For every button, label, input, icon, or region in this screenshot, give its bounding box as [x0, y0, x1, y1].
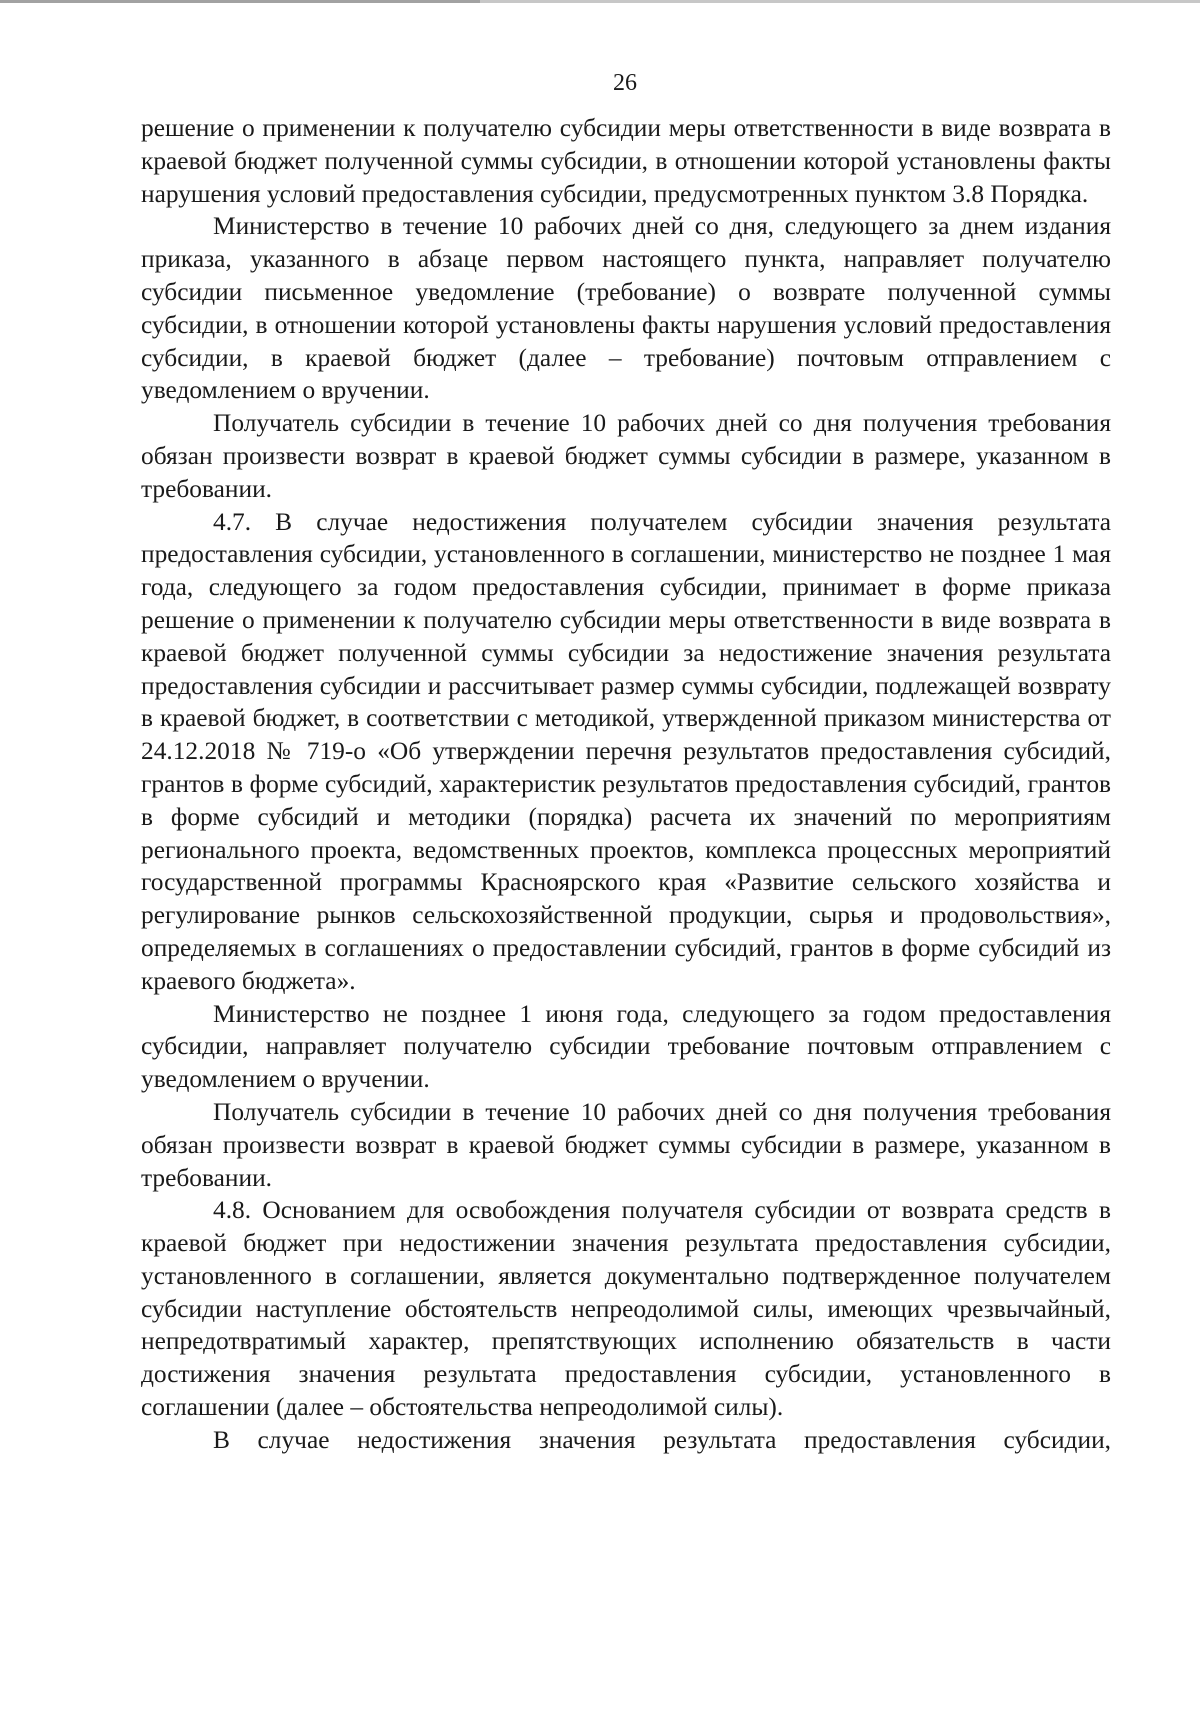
paragraph-continuation: решение о применении к получателю субсидии меры ответственности в виде возврата в краевой бюджет полученной суммы субсидии, в отношении которой установлены факты нарушения условий предоставления субсидии, предусмотренных пунктом 3.8 Порядка.	[141, 114, 1111, 208]
paragraph-refund: Получатель субсидии в течение 10 рабочих дней со дня получения требования обязан произвести возврат в краевой бюджет суммы субсидии в размере, указанном в требовании.	[141, 409, 1111, 503]
paragraph-final-fragment: В случае недостижения значения результата предоставления субсидии,	[213, 1425, 1111, 1454]
paragraph-refund-repeat: Получатель субсидии в течение 10 рабочих дней со дня получения требования обязан произвести возврат в краевой бюджет суммы субсидии в размере, указанном в требовании.	[141, 1097, 1111, 1192]
document-body	[141, 112, 1111, 1457]
page-number: 26	[613, 70, 637, 96]
paragraph-demand-deadline: Министерство не позднее 1 июня года, следующего за годом предоставления субсидии, направляет получателю субсидии требование почтовым отправлением с уведомлением о вручении.	[141, 999, 1111, 1094]
paragraph-notice: Министерство в течение 10 рабочих дней со дня, следующего за днем издания приказа, указанного в абзаце первом настоящего пункта, направляет получателю субсидии письменное уведомление (требование) о возврате полученной суммы субсидии, в отношении которой установлены факты нарушения условий предоставления субсидии, в краевой бюджет (далее – требование) почтовым отправлением с уведомлением о вручении.	[141, 212, 1111, 405]
scan-top-edge	[0, 0, 1200, 3]
paragraph-clause-4-8: 4.8. Основанием для освобождения получателя субсидии от возврата средств в краевой бюджет при недостижении значения результата предоставления субсидии, установленного в соглашении, является документально подтвержденное получателем субсидии наступление обстоятельств непреодолимой силы, имеющих чрезвычайный, непредотвратимый характер, препятствующих исполнению обязательств в части достижения значения результата предоставления субсидии, установленного в соглашении (далее – обстоятельства непреодолимой силы).	[141, 1196, 1111, 1422]
paragraph-clause-4-7: 4.7. В случае недостижения получателем субсидии значения результата предоставления субсидии, установленного в соглашении, министерство не позднее 1 мая года, следующего за годом предоставления субсидии, принимает в форме приказа решение о применении к получателю субсидии меры ответственности в виде возврата в краевой бюджет полученной суммы субсидии за недостижение значения результата предоставления субсидии и рассчитывает размер суммы субсидии, подлежащей возврату в краевой бюджет, в соответствии с методикой, утвержденной приказом министерства от 24.12.2018 № 719-о «Об утверждении перечня результатов предоставления субсидий, грантов в форме субсидий, характеристик результатов предоставления субсидий, грантов в форме субсидий и методики (порядка) расчета их значений по мероприятиям регионального проекта, ведомственных проектов, комплекса процессных мероприятий государственной программы Красноярского края «Развитие сельского хозяйства и регулирование рынков сельскохозяйственной продукции, сырья и продовольствия», определяемых в соглашениях о предоставлении субсидий, грантов в форме субсидий из краевого бюджета».	[141, 507, 1111, 995]
